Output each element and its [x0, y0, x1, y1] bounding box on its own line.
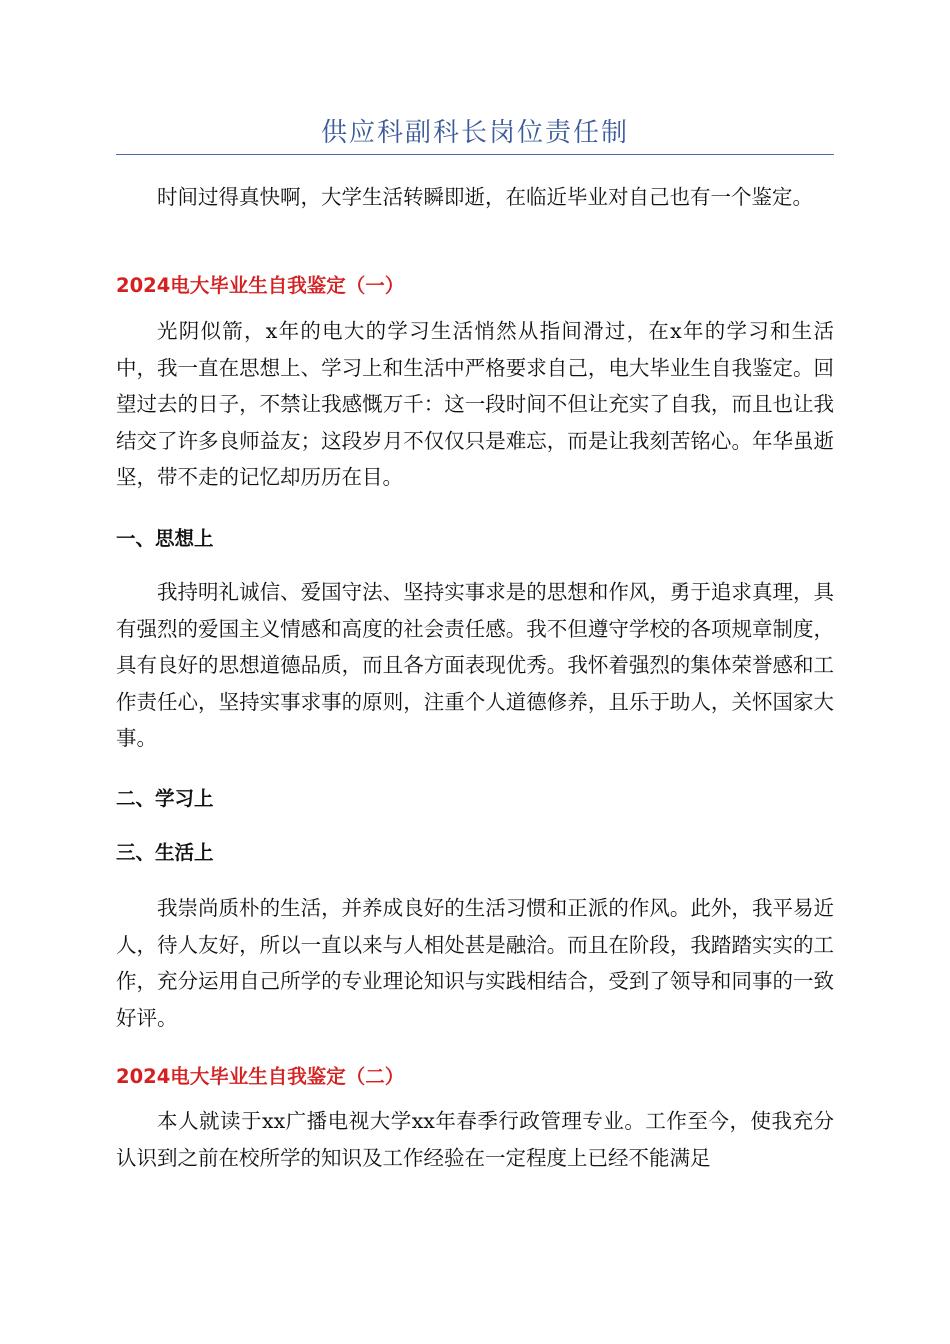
section1-paragraph: 光阴似箭，x年的电大的学习生活悄然从指间滑过，在x年的学习和生活中，我一直在思想上、学习上和生活中严格要求自己，电大毕业生自我鉴定。回望过去的日子，不禁让我感慨万千：这一段时间不但让充实了自我，而且也让我结交了许多良师益友；这段岁月不仅仅只是难忘，而是让我刻苦铭心。年华虽逝坚，带不走的记忆却历历在目。: [116, 319, 834, 489]
subheading-study: 二、学习上: [116, 787, 214, 810]
section-heading-1: 2024电大毕业生自我鉴定（一）: [116, 274, 405, 297]
title-underline: [116, 154, 834, 155]
section-heading-2: 2024电大毕业生自我鉴定（二）: [116, 1065, 405, 1088]
life-paragraph: 我崇尚质朴的生活，并养成良好的生活习惯和正派的作风。此外，我平易近人，待人友好，所以一直以来与人相处甚是融洽。而且在阶段，我踏踏实实的工作，充分运用自己所学的专业理论知识与实践相结合，受到了领导和同事的一致好评。: [116, 896, 834, 1030]
subheading-life: 三、生活上: [116, 841, 214, 864]
subheading-thought: 一、思想上: [116, 527, 214, 550]
thought-paragraph: 我持明礼诚信、爱国守法、坚持实事求是的思想和作风，勇于追求真理，具有强烈的爱国主义情感和高度的社会责任感。我不但遵守学校的各项规章制度，具有良好的思想道德品质，而且各方面表现优秀。我怀着强烈的集体荣誉感和工作责任心，坚持实事求事的原则，注重个人道德修养，且乐于助人，关怀国家大事。: [116, 580, 834, 750]
section2-paragraph: 本人就读于xx广播电视大学xx年春季行政管理专业。工作至今，使我充分认识到之前在校所学的知识及工作经验在一定程度上已经不能满足: [116, 1109, 834, 1170]
intro-paragraph: 时间过得真快啊，大学生活转瞬即逝，在临近毕业对自己也有一个鉴定。: [157, 185, 813, 209]
document-title: 供应科副科长岗位责任制: [320, 118, 629, 148]
